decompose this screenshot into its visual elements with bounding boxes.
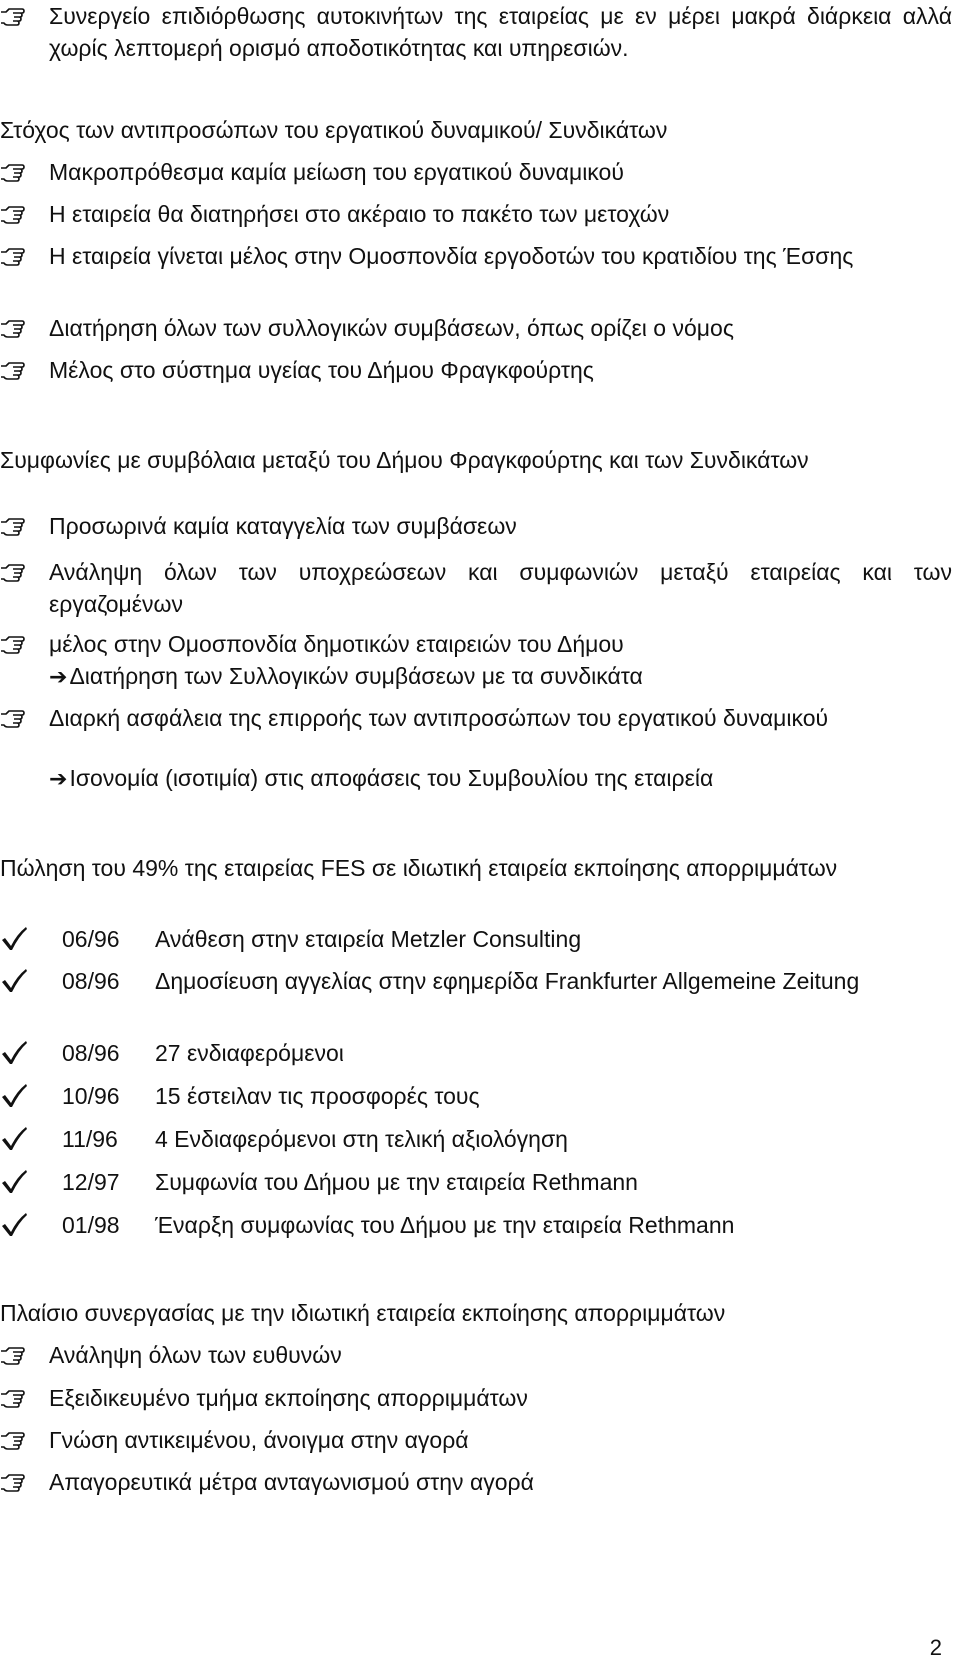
pointing-hand-icon [0,318,26,338]
timeline-text: Ανάθεση στην εταιρεία Metzler Consulting [155,926,582,952]
pointing-hand-icon [0,516,26,536]
right-arrow-icon: ➔ [49,767,68,792]
timeline-row [0,965,952,1029]
section-heading: Πώληση του 49% της εταιρείας FES σε ιδιωτική εταιρεία εκποίησης απορριμμάτων [0,855,838,881]
pointing-hand-icon [0,1430,26,1450]
list-item [0,0,952,64]
pointing-hand-icon [0,708,26,728]
arrow-line [49,660,952,694]
timeline-date: 08/96 [62,968,120,994]
section-heading: Στόχος των αντιπροσώπων του εργατικού δυναμικού/ Συνδικάτων [0,117,668,143]
checkmark-icon [0,1082,28,1110]
timeline-text: 15 έστειλαν τις προσφορές τους [155,1083,480,1109]
timeline-text: 4 Ενδιαφερόμενοι στη τελική αξιολόγηση [155,1126,568,1152]
list-item-text: Προσωρινά καμία καταγγελία των συμβάσεων [49,513,517,539]
timeline-text: Συμφωνία του Δήμου με την εταιρεία Rethmann [155,1169,638,1195]
timeline-date: 12/97 [62,1169,120,1195]
checkmark-icon [0,1168,28,1196]
pointing-hand-icon [0,162,26,182]
pointing-hand-icon [0,1472,26,1492]
checkmark-icon [0,925,28,953]
pointing-hand-icon [0,1345,26,1365]
pointing-hand-icon [0,246,26,266]
list-item-text: Μέλος στο σύστημα υγείας του Δήμου Φραγκφούρτης [49,357,594,383]
timeline-date: 06/96 [62,926,120,952]
list-item-text: Διατήρηση όλων των συλλογικών συμβάσεων, όπως ορίζει ο νόμος [49,315,734,341]
list-item-text: Η εταιρεία θα διατηρήσει στο ακέραιο το πακέτο των μετοχών [49,201,670,227]
list-item-text: Συνεργείο επιδιόρθωσης αυτοκινήτων της εταιρείας με εν μέρει μακρά διάρκεια αλλά χωρίς λεπτομερή ορισμό αποδοτικότητας και υπηρεσιών. [49,3,952,61]
timeline-date: 11/96 [62,1126,118,1152]
pointing-hand-icon [0,1388,26,1408]
list-item [0,556,952,620]
pointing-hand-icon [0,634,26,654]
arrow-line-text: Διατήρηση των Συλλογικών συμβάσεων με τα συνδικάτα [69,663,643,689]
arrow-line-text: Ισονομία (ισοτιμία) στις αποφάσεις του Συμβουλίου της εταιρεία [69,765,714,791]
pointing-hand-icon [0,6,26,26]
timeline-date: 08/96 [62,1040,120,1066]
list-item [0,702,952,766]
arrow-line [49,762,952,796]
pointing-hand-icon [0,204,26,224]
checkmark-icon [0,1211,28,1239]
checkmark-icon [0,1039,28,1067]
pointing-hand-icon [0,360,26,380]
timeline-date: 10/96 [62,1083,120,1109]
list-item-text: Ανάληψη όλων των ευθυνών [49,1342,342,1368]
section-heading: Πλαίσιο συνεργασίας με την ιδιωτική εταιρεία εκποίησης απορριμμάτων [0,1300,726,1326]
list-item-text: μέλος στην Ομοσπονδία δημοτικών εταιρειών του Δήμου [49,631,624,657]
checkmark-icon [0,967,28,995]
list-item-text: Διαρκή ασφάλεια της επιρροής των αντιπροσώπων του εργατικού δυναμικού [49,705,829,731]
list-item [0,240,952,304]
checkmark-icon [0,1125,28,1153]
list-item-text: Η εταιρεία γίνεται μέλος στην Ομοσπονδία εργοδοτών του κρατιδίου της Έσσης [49,243,854,269]
right-arrow-icon: ➔ [49,665,68,690]
timeline-text: 27 ενδιαφερόμενοι [155,1040,344,1066]
page-number: 2 [929,1635,942,1660]
timeline-text: Έναρξη συμφωνίας του Δήμου με την εταιρεία Rethmann [155,1212,735,1238]
pointing-hand-icon [0,562,26,582]
timeline-text: Δημοσίευση αγγελίας στην εφημερίδα Frankfurter Allgemeine Zeitung [155,968,860,994]
list-item-text: Γνώση αντικειμένου, άνοιγμα στην αγορά [49,1427,469,1453]
list-item-text: Εξειδικευμένο τμήμα εκποίησης απορριμμάτων [49,1385,528,1411]
list-item-text: Μακροπρόθεσμα καμία μείωση του εργατικού δυναμικού [49,159,624,185]
list-item-text: Απαγορευτικά μέτρα ανταγωνισμού στην αγορά [49,1469,534,1495]
list-item-text: Ανάληψη όλων των υποχρεώσεων και συμφωνιών μεταξύ εταιρείας και των εργαζομένων [49,559,952,617]
timeline-date: 01/98 [62,1212,120,1238]
section-heading: Συμφωνίες με συμβόλαια μεταξύ του Δήμου Φραγκφούρτης και των Συνδικάτων [0,447,809,473]
